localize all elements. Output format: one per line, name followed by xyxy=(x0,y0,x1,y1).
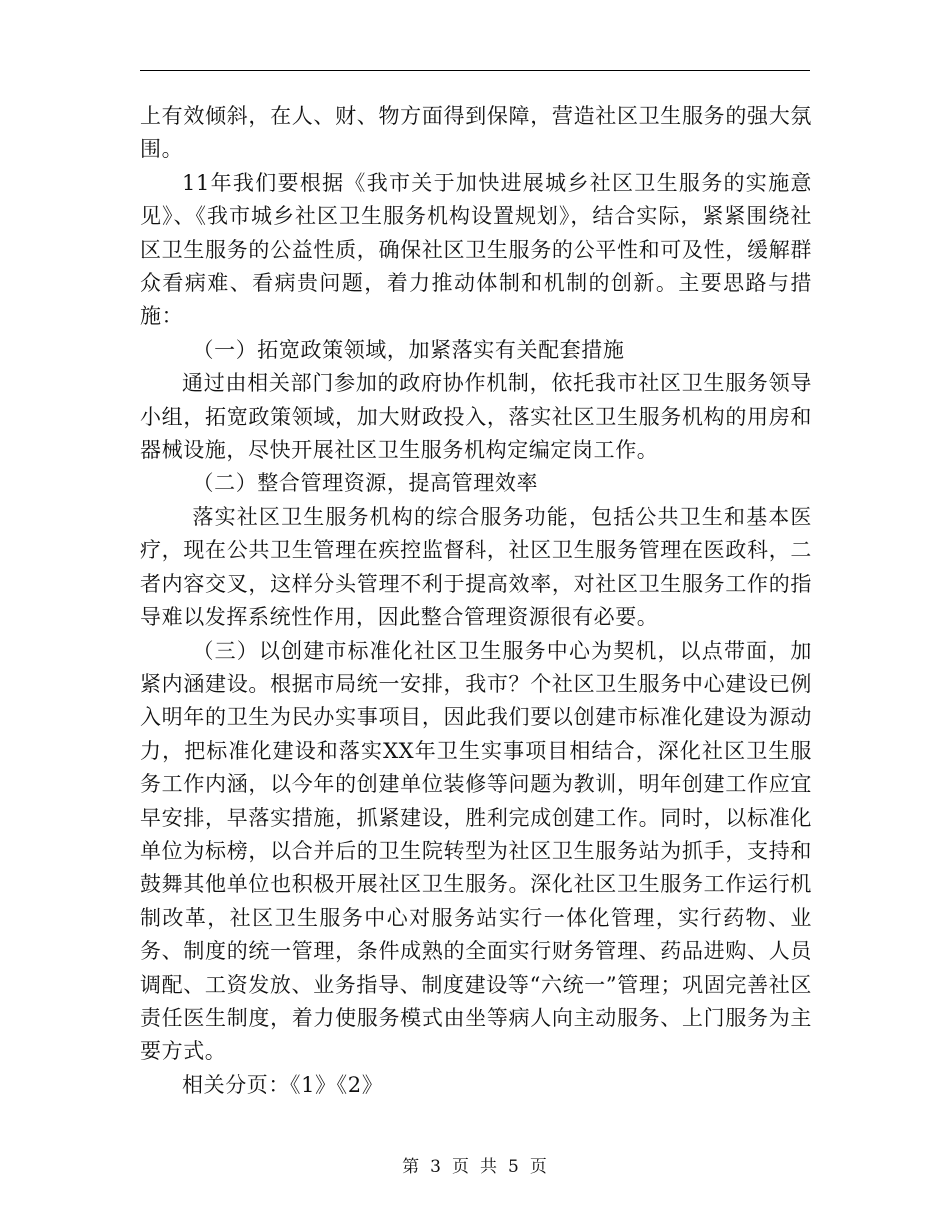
footer-page-word: 页 xyxy=(452,1157,470,1177)
footer-suffix: 页 xyxy=(529,1157,548,1177)
paragraph-section-2: 落实社区卫生服务机构的综合服务功能，包括公共卫生和基本医疗，现在公共卫生管理在疾控监督科，社区卫生服务管理在医政科，二者内容交叉，这样分头管理不利于提高效率，对社区卫生服务工作的指导难以发挥系统性作用，因此整合管理资源很有必要。 xyxy=(140,504,812,630)
section-heading-2: （二）整合管理资源，提高管理效率 xyxy=(192,471,539,496)
paragraph-intro: 11年我们要根据《我市关于加快进展城乡社区卫生服务的实施意见》、《我市城乡社区卫生服务机构设置规划》，结合实际，紧紧围绕社区卫生服务的公益性质，确保社区卫生服务的公平性和可及性，缓解群众看病难、看病贵问题，着力推动体制和机制的创新。主要思路与措施： xyxy=(140,170,812,329)
related-pages-links[interactable]: 相关分页：《1》《2》 xyxy=(182,1072,384,1097)
header-rule xyxy=(140,70,810,71)
footer-total-pages: 5 xyxy=(508,1157,520,1177)
document-body xyxy=(140,100,812,1102)
section-heading-1: （一）拓宽政策领域，加紧落实有关配套措施 xyxy=(192,337,625,362)
paragraph-section-1: 通过由相关部门参加的政府协作机制，依托我市社区卫生服务领导小组，拓宽政策领域，加大财政投入，落实社区卫生服务机构的用房和器械设施，尽快开展社区卫生服务机构定编定岗工作。 xyxy=(140,371,812,463)
paragraph-section-3: （三）以创建市标准化社区卫生服务中心为契机，以点带面，加紧内涵建设。根据市局统一安排，我市？个社区卫生服务中心建设已例入明年的卫生为民办实事项目，因此我们要以创建市标准化建设为源动力，把标准化建设和落实XX年卫生实事项目相结合，深化社区卫生服务工作内涵，以今年的创建单位装修等问题为教训，明年创建工作应宜早安排，早落实措施，抓紧建设，胜利完成创建工作。同时，以标准化单位为标榜，以合并后的卫生院转型为社区卫生服务站为抓手，支持和鼓舞其他单位也积极开展社区卫生服务。深化社区卫生服务工作运行机制改革，社区卫生服务中心对服务站实行一体化管理，实行药物、业务、制度的统一管理，条件成熟的全面实行财务管理、药品进购、人员调配、工资发放、业务指导、制度建设等“六统一”管理；巩固完善社区责任医生制度，着力使服务模式由坐等病人向主动服务、上门服务为主要方式。 xyxy=(140,638,812,1064)
paragraph-continuation: 上有效倾斜，在人、财、物方面得到保障，营造社区卫生服务的强大氛围。 xyxy=(140,104,812,162)
footer-total-word: 共 xyxy=(480,1157,498,1177)
footer-current-page: 3 xyxy=(430,1157,442,1177)
footer-prefix: 第 xyxy=(402,1157,421,1177)
page-number-footer xyxy=(0,1152,950,1177)
